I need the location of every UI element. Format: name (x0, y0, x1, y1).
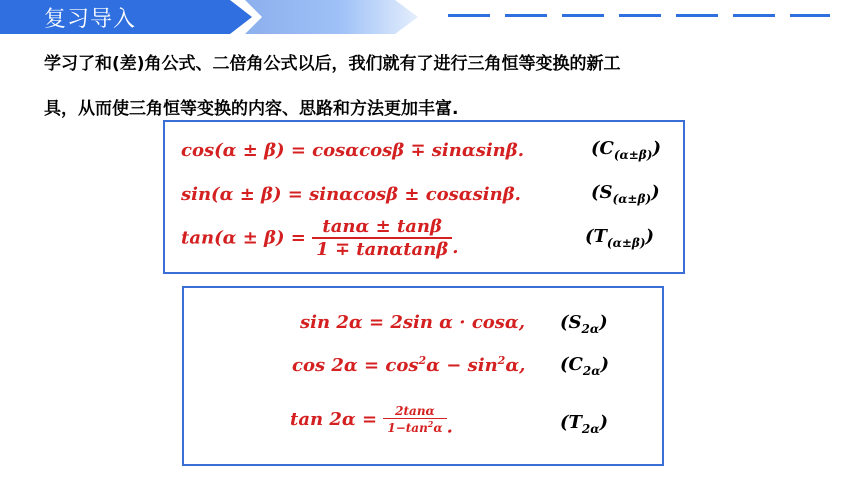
sin-double-tag: $(S_{2\alpha})$ (560, 312, 608, 336)
tan-sum-tag: $(T_{(\alpha\pm\beta)})$ (585, 226, 655, 250)
tan-sum-fraction: $\frac{\tan\alpha \pm \tan\beta}{1 \mp \tan\alpha\tan\beta}$ (312, 216, 452, 260)
double-angle-formula-box (182, 286, 664, 466)
tan-double-formula: tan 2α = $\frac{2\tan\alpha}{1-\tan^2\alpha}$ . (290, 404, 453, 438)
header-dash (790, 14, 830, 17)
section-title: 复习导入 (44, 7, 137, 32)
header-dash (448, 14, 490, 17)
intro-line-1: 学习了和(差)角公式、二倍角公式以后，我们就有了进行三角恒等变换的新工 (44, 54, 621, 74)
cos-sum-formula: cos(α ± β) = cosαcosβ ∓ sinαsinβ. (181, 140, 524, 161)
sin-sum-tag: $(S_{(\alpha\pm\beta)})$ (591, 182, 660, 206)
cos-double-formula: $\cos 2\alpha = \cos^2\alpha - \sin^2\alpha$, (292, 354, 526, 376)
header-dash (505, 14, 547, 17)
cos-sum-tag: $(C_{(\alpha\pm\beta)})$ (591, 138, 661, 162)
header-dash (676, 14, 718, 17)
header-dash (562, 14, 604, 17)
cos-double-tag: $(C_{2\alpha})$ (560, 354, 609, 378)
sin-sum-formula: sin(α ± β) = sinαcosβ ± cosαsinβ. (181, 184, 521, 205)
tan-double-fraction: $\frac{2\tan\alpha}{1-\tan^2\alpha}$ (383, 404, 446, 435)
header-dash (619, 14, 661, 17)
sin-double-formula: sin 2α = 2sin α · cosα, (300, 312, 526, 333)
intro-line-2: 具，从而使三角恒等变换的内容、思路和方法更加丰富. (44, 99, 459, 119)
sum-difference-formula-box (163, 120, 685, 274)
tan-sum-formula: tan(α ± β) = $\frac{\tan\alpha \pm \tan\beta}{1 \mp \tan\alpha\tan\beta}$ . (181, 216, 459, 260)
tan-double-tag: $(T_{2\alpha})$ (560, 412, 609, 436)
header-dash (733, 14, 775, 17)
